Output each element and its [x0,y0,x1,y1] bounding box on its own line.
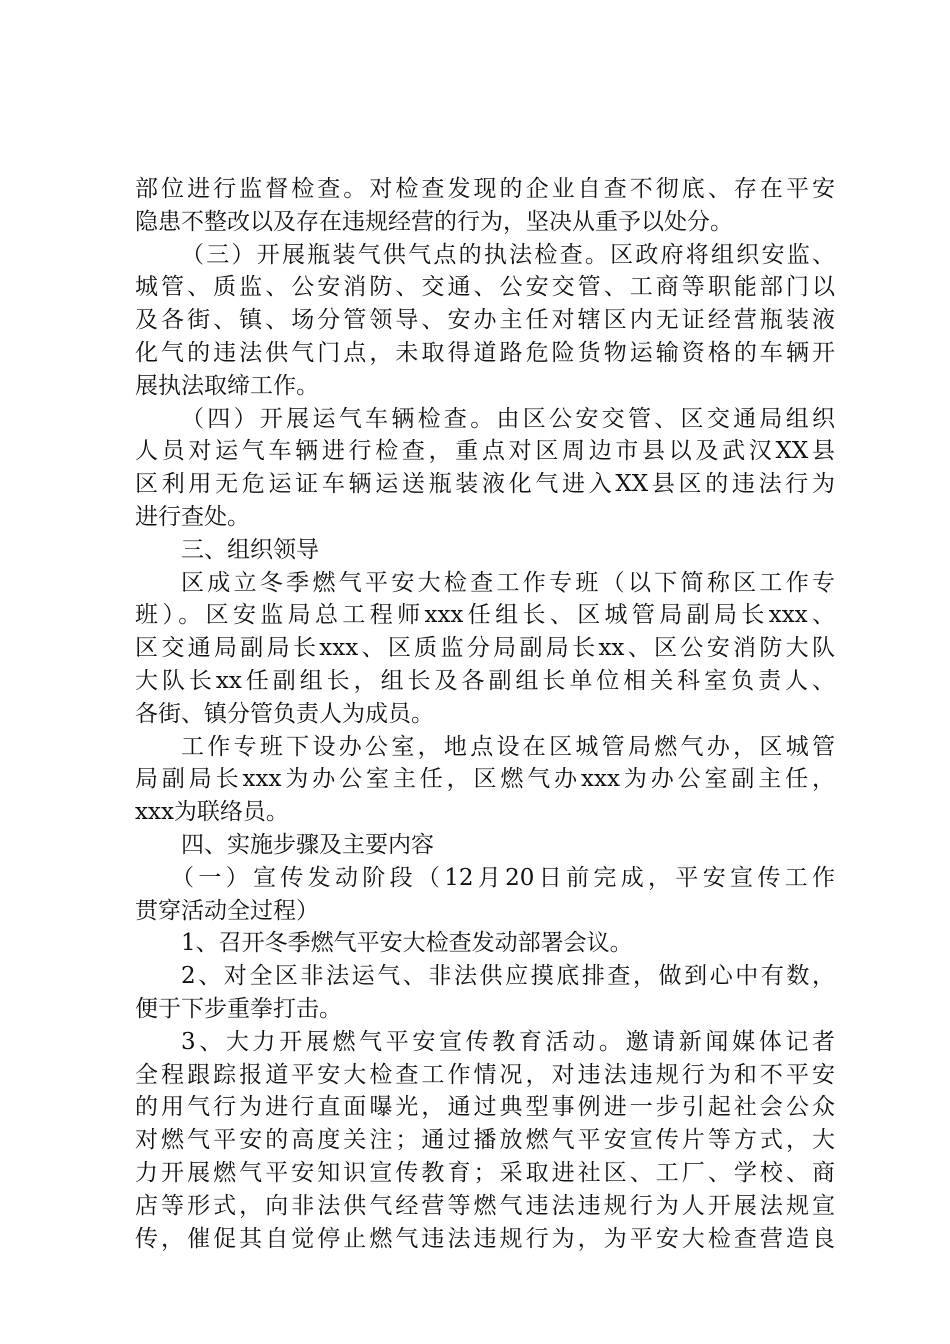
text-line: 的用气行为进行直面曝光，通过典型事例进一步引起社会公众 [135,1094,835,1121]
text-line: 工作专班下设办公室，地点设在区城管局燃气办，区城管 [181,733,835,760]
text-line: 三、组织领导 [181,536,319,563]
text-line: 区交通局副局长xxx、区质监分局副局长xx、区公安消防大队 [135,635,835,662]
text-line: 全程跟踪报道平安大检查工作情况，对违法违规行为和不平安 [135,1061,835,1088]
text-line: 大队长xx任副组长，组长及各副组长单位相关科室负责人、 [135,667,835,694]
text-line: 3、大力开展燃气平安宣传教育活动。邀请新闻媒体记者 [181,1028,835,1055]
text-line: （四）开展运气车辆检查。由区公安交管、区交通局组织 [181,405,835,432]
text-line: 隐患不整改以及存在违规经营的行为，坚决从重予以处分。 [135,208,733,235]
text-line: 展执法取缔工作。 [135,372,319,399]
text-line: 各街、镇分管负责人为成员。 [135,700,434,727]
text-line: 区成立冬季燃气平安大检查工作专班（以下简称区工作专 [181,569,835,596]
text-line: 人员对运气车辆进行检查，重点对区周边市县以及武汉XX县 [135,438,835,465]
text-line: （三）开展瓶装气供气点的执法检查。区政府将组织安监、 [181,241,835,268]
text-line: 班）。区安监局总工程师xxx任组长、区城管局副局长xxx、 [135,602,835,629]
text-line: xxx为联络员。 [135,799,289,826]
text-line: 及各街、镇、场分管领导、安办主任对辖区内无证经营瓶装液 [135,307,835,334]
text-line: 局副局长xxx为办公室主任，区燃气办xxx为办公室副主任， [135,766,835,793]
text-line: 城管、质监、公安消防、交通、公安交管、工商等职能部门以 [135,274,835,301]
text-line: 贯穿活动全过程） [135,897,319,924]
text-line: 对燃气平安的高度关注；通过播放燃气平安宣传片等方式，大 [135,1127,835,1154]
text-line: （一）宣传发动阶段（12月20日前完成，平安宣传工作 [171,864,835,891]
text-line: 传，催促其自觉停止燃气违法违规行为，为平安大检查营造良 [135,1225,835,1252]
text-line: 部位进行监督检查。对检查发现的企业自查不彻底、存在平安 [135,176,835,202]
text-line: 四、实施步骤及主要内容 [181,831,434,858]
text-line: 便于下步重拳打击。 [135,995,342,1022]
document-body [135,173,835,1255]
text-line: 2、对全区非法运气、非法供应摸底排查，做到心中有数， [181,963,835,990]
text-line: 进行查处。 [135,503,250,530]
text-line: 店等形式，向非法供气经营等燃气违法违规行为人开展法规宣 [135,1192,835,1219]
text-line: 区利用无危运证车辆运送瓶装液化气进入XX县区的违法行为 [135,471,835,498]
text-line: 力开展燃气平安知识宣传教育；采取进社区、工厂、学校、商 [135,1159,835,1186]
text-line: 1、召开冬季燃气平安大检查发动部署会议。 [181,930,633,957]
text-line: 化气的违法供气门点，未取得道路危险货物运输资格的车辆开 [135,339,835,366]
